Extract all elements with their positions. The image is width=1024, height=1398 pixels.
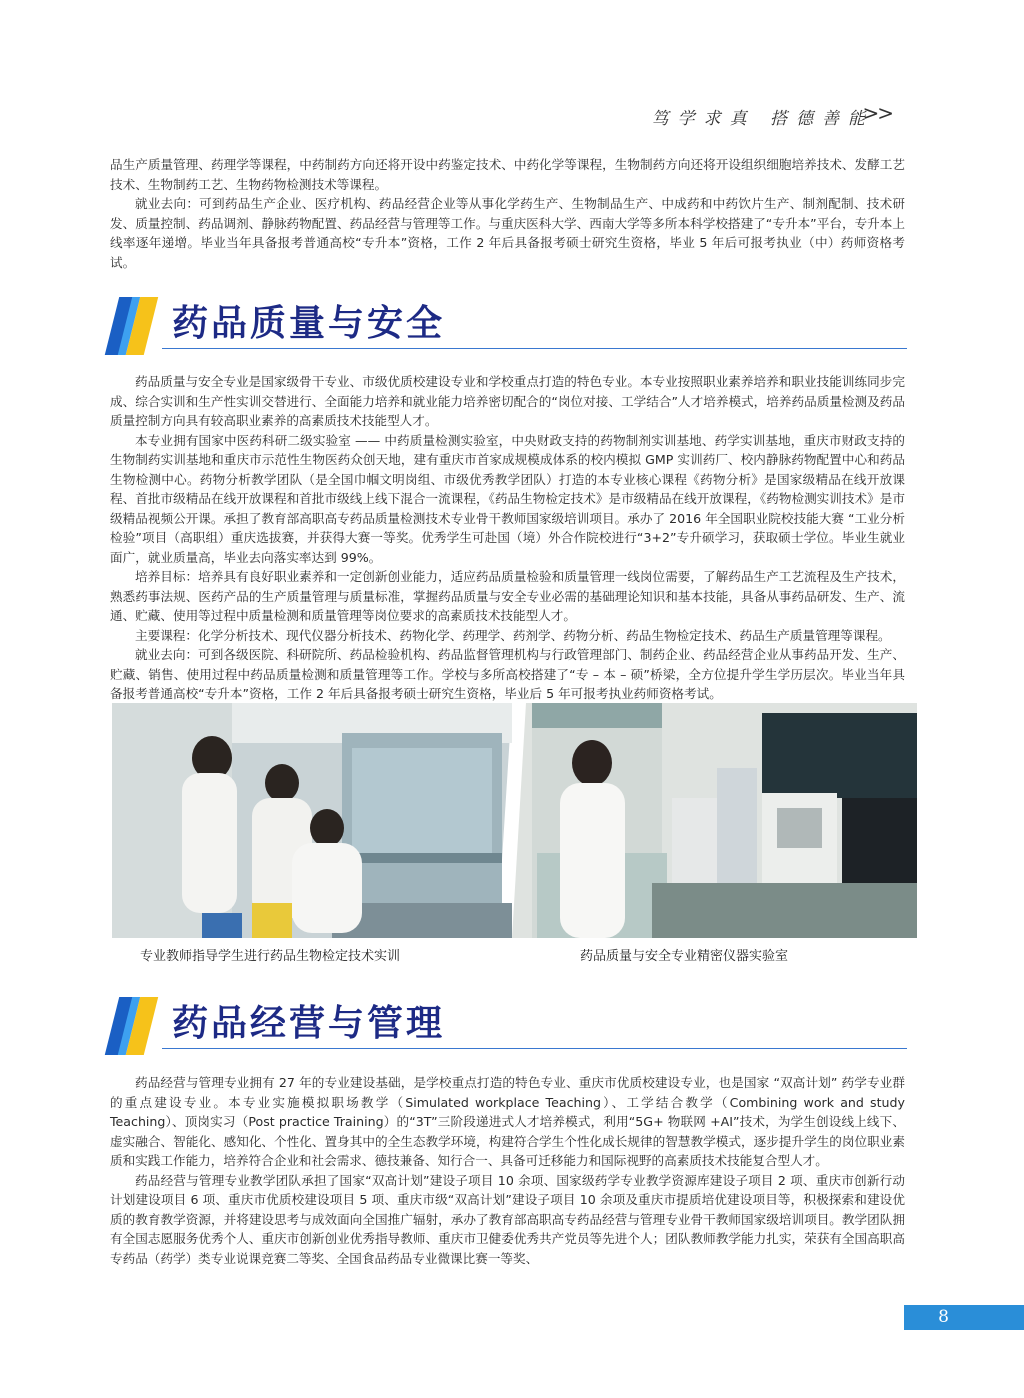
management-paragraph-2: 药品经营与管理专业教学团队承担了国家“双高计划”建设子项目 10 余项、国家级药学专业教学资源库建设子项目 2 项、重庆市创新行动计划建设项目 6 项、重庆市优质校建设项目 5 项、重庆市级“双高计划”建设子项目 10 余项及重庆市提质培优建设项目等，积极探索和建设优质的教育教学资源，并将建设思考与成效面向全国推广辐射，承办了教育部高职高专药品经营与管理专业骨干教师国家级培训项目。教学团队拥有全国志愿服务优秀个人、重庆市创新创业优秀指导教师、重庆市卫健委优秀共产党员等先进个人；团队教师教学能力扎实，荣获有全国高职高专药品（药学）类专业说课竞赛二等奖、全国食品药品专业微课比赛一等奖、: [110, 1172, 905, 1266]
management-paragraph-1: 药品经营与管理专业拥有 27 年的专业建设基础，是学校重点打造的特色专业、重庆市优质校建设专业，也是国家 “双高计划” 药学专业群的重点建设专业。本专业实施模拟职场教学（Simulated workplace Teaching）、工学结合教学（Combining work and study Teaching）、顶岗实习（Post practice Training）的“3T”三阶段递进式人才培养模式，利用“5G+ 物联网 +AI”技术，为学生创设线上线下、虚实融合、智能化、感知化、个性化、置身其中的全生态教学环境，构建符合学生个性化成长规律的智慧教学模式，逐步提升学生的岗位职业素质和实践工作能力，培养符合企业和社会需求、德技兼备、知行合一、具备可迁移能力和国际视野的高素质技术技能复合型人才。: [110, 1075, 905, 1168]
section-body-quality: [110, 372, 905, 704]
photo-bio-lab-image: [112, 703, 512, 938]
quality-paragraph-5: 就业去向：可到各级医院、科研院所、药品检验机构、药品监督管理机构与行政管理部门、制药企业、药品经营企业从事药品开发、生产、贮藏、销售、使用过程中药品质量检测和质量管理等工作。学校与多所高校搭建了“专 – 本 – 硕”桥梁，全方位提升学生学历层次。毕业当年具备报考普通高校“专升本”资格，工作 2 年后具备报考硕士研究生资格，毕业后 5 年可报考执业药师资格考试。: [110, 647, 905, 701]
quality-paragraph-3: 培养目标：培养具有良好职业素养和一定创新创业能力，适应药品质量检验和质量管理一线岗位需要，了解药品生产工艺流程及生产技术，熟悉药事法规、医药产品的生产质量管理与质量标准，掌握药品质量与安全专业必需的基础理论知识和基本技能，具备从事药品研发、生产、流通、贮藏、使用等过程中质量检测和质量管理等岗位要求的高素质技术技能型人才。: [110, 569, 905, 623]
intro-paragraph-2: 就业去向：可到药品生产企业、医疗机构、药品经营企业等从事化学药生产、生物制品生产、中成药和中药饮片生产、制剂配制、技术研发、质量控制、药品调剂、静脉药物配置、药品经营与管理等工作。与重庆医科大学、西南大学等多所本科学校搭建了“专升本”平台，专升本上线率逐年递增。毕业当年具备报考普通高校“专升本”资格，工作 2 年后具备报考硕士研究生资格，毕业 5 年后可报考执业（中）药师资格考试。: [110, 196, 905, 270]
section-title-quality: 药品质量与安全: [172, 303, 446, 344]
chevron-right-icon: >>: [862, 101, 892, 125]
header-motto: 笃学求真 搭德善能: [651, 109, 874, 129]
photo-instrument-lab: [512, 703, 917, 938]
quality-paragraph-1: 药品质量与安全专业是国家级骨干专业、市级优质校建设专业和学校重点打造的特色专业。本专业按照职业素养培养和职业技能训练同步完成、综合实训和生产性实训交替进行、全面能力培养和就业能力培养密切配合的“岗位对接、工学结合”人才培养模式，培养药品质量检测及药品质量控制方向具有较高职业素养的高素质技术技能型人才。: [110, 374, 905, 428]
heading-rule: [162, 1048, 907, 1049]
heading-rule: [162, 348, 907, 349]
quality-paragraph-4: 主要课程：化学分析技术、现代仪器分析技术、药物化学、药理学、药剂学、药物分析、药品生物检定技术、药品生产质量管理等课程。: [135, 627, 891, 643]
page-number: 8: [938, 1307, 949, 1327]
section-body-management: [110, 1073, 905, 1268]
section-title-management: 药品经营与管理: [172, 1003, 446, 1044]
page-number-box: [904, 1305, 1024, 1330]
intro-text: [110, 155, 905, 272]
section-heading-quality: [112, 292, 907, 362]
section-heading-management: [112, 992, 907, 1062]
photo-bio-lab: [112, 703, 512, 938]
photo-caption-left: 专业教师指导学生进行药品生物检定技术实训: [140, 949, 401, 964]
intro-paragraph-1: 品生产质量管理、药理学等课程，中药制药方向还将开设中药鉴定技术、中药化学等课程，生物制药方向还将开设组织细胞培养技术、发酵工艺技术、生物制药工艺、生物药物检测技术等课程。: [110, 157, 905, 192]
photo-instrument-lab-image: [512, 703, 917, 938]
quality-paragraph-2: 本专业拥有国家中医药科研二级实验室 —— 中药质量检测实验室，中央财政支持的药物制剂实训基地、药学实训基地，重庆市财政支持的生物制药实训基地和重庆市示范性生物医药众创天地，建有重庆市首家成规模成体系的校内模拟 GMP 实训药厂、校内静脉药物配置中心和药品生物检测中心。药物分析教学团队（是全国巾帼文明岗组、市级优秀教学团队）打造的本专业核心课程《药物分析》是国家级精品在线开放课程、首批市级精品在线开放课程和首批市级线上线下混合一流课程，《药品生物检定技术》是市级精品在线开放课程，《药物检测实训技术》是市级精品视频公开课。承担了教育部高职高专药品质量检测技术专业骨干教师国家级培训项目。承办了 2016 年全国职业院校技能大赛 “工业分析检验”项目（高职组）重庆选拔赛，并获得大赛一等奖。优秀学生可赴国（境）外合作院校进行“3+2”专升硕学习，获取硕士学位。毕业生就业面广，就业质量高，毕业去向落实率达到 99%。: [110, 432, 905, 565]
photo-caption-right: 药品质量与安全专业精密仪器实验室: [580, 949, 789, 964]
